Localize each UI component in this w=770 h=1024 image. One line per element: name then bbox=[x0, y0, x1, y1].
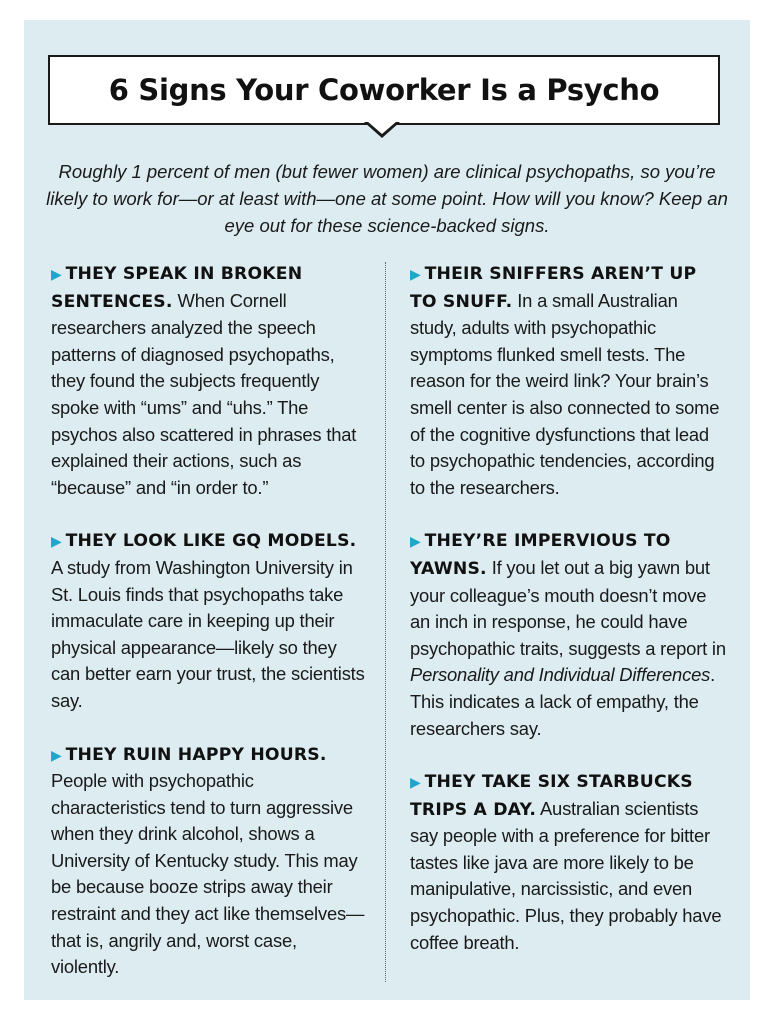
sign-body: In a small Australian study, adults with psychopathic symptoms flunked smell tests. The reason for the weird link? Your brain’s smell center is also connected to some of the cognitive dysfunctions that lead to psychopathic tendencies, according to the researchers. bbox=[410, 289, 720, 498]
intro-text: Roughly 1 percent of men (but fewer women) are clinical psychopaths, so you’re likely to work for—or at least with—one at some point. How will you know? Keep an eye out for these science-backed signs. bbox=[46, 161, 728, 236]
sign-item bbox=[410, 527, 728, 742]
left-column bbox=[51, 260, 369, 1007]
page-title: 6 Signs Your Coworker Is a Psycho bbox=[108, 73, 660, 107]
sign-body: A study from Washington University in St. Louis finds that psychopaths take immaculate care in keeping up their physical appearance—likely so they can better earn your trust, the scientists say. bbox=[51, 556, 365, 711]
arrow-icon: ▶ bbox=[410, 533, 421, 550]
journal-title: Personality and Individual Differences bbox=[410, 664, 711, 686]
sign-item bbox=[51, 741, 369, 981]
sign-heading: THEY RUIN HAPPY HOURS. bbox=[65, 744, 327, 765]
sign-heading: THEY TAKE SIX STARBUCKS TRIPS A DAY. bbox=[410, 772, 693, 820]
arrow-icon: ▶ bbox=[410, 266, 421, 282]
sign-item bbox=[51, 260, 369, 501]
arrow-icon: ▶ bbox=[51, 266, 62, 282]
sign-item bbox=[410, 260, 728, 501]
arrow-icon: ▶ bbox=[410, 774, 421, 791]
sign-body: If you let out a big yawn but your colleague’s mouth doesn’t move an inch in response, he could have psychopathic traits, suggests a report in bbox=[410, 556, 726, 659]
sign-heading: THEY LOOK LIKE GQ MODELS. bbox=[65, 531, 357, 552]
column-divider bbox=[385, 262, 386, 982]
arrow-icon: ▶ bbox=[51, 533, 62, 550]
article-panel bbox=[24, 20, 750, 1000]
sign-heading: THEY’RE IMPERVIOUS TO YAWNS. bbox=[410, 531, 671, 579]
sign-body: Australian scientists say people with a preference for bitter tastes like java are more likely to be manipulative, narcissistic, and even psychopathic. Plus, they probably have coffee breath. bbox=[410, 797, 722, 953]
sign-item bbox=[51, 527, 369, 714]
speech-pointer-fill bbox=[367, 121, 397, 134]
sign-body: People with psychopathic characteristics tend to turn aggressive when they drink alcohol, shows a University of Kentucky study. This may be because booze strips away their restraint and they act like themselves—that is, angrily and, worst case, violently. bbox=[51, 770, 365, 978]
right-column bbox=[410, 260, 728, 982]
sign-item bbox=[410, 768, 728, 956]
sign-body-continued: . This indicates a lack of empathy, the researchers say. bbox=[410, 664, 716, 739]
arrow-icon: ▶ bbox=[51, 746, 62, 763]
sign-body: When Cornell researchers analyzed the speech patterns of diagnosed psychopaths, they found the subjects frequently spoke with “ums” and “uhs.” The psychos also scattered in phrases that explained their actions, such as “because” and “in order to.” bbox=[51, 289, 357, 498]
title-box bbox=[48, 55, 720, 125]
sign-heading: THEIR SNIFFERS AREN’T UP TO SNUFF. bbox=[410, 264, 697, 312]
sign-heading: THEY SPEAK IN BROKEN SENTENCES. bbox=[51, 264, 303, 312]
